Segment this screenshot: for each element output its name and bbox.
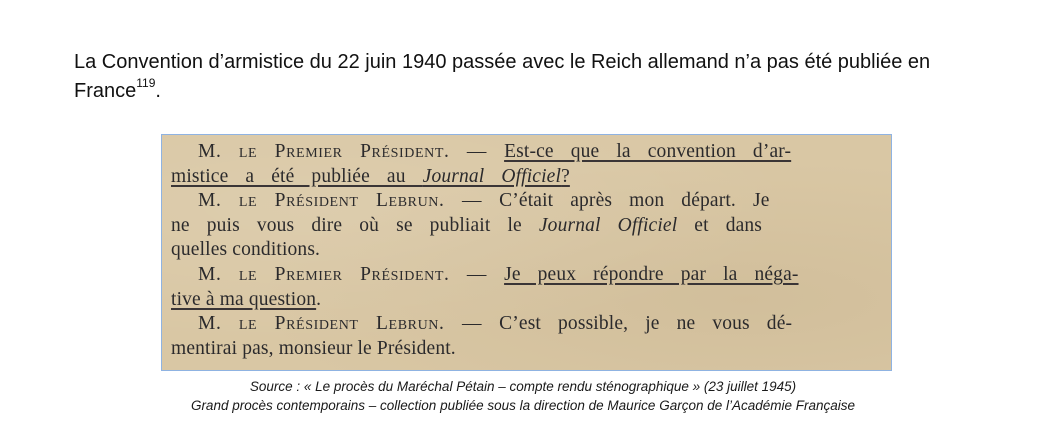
excerpt-line-9 — [171, 337, 883, 362]
underlined-question: ? — [561, 165, 570, 187]
excerpt-line-6 — [171, 263, 883, 288]
excerpt-line-7 — [171, 288, 883, 313]
reply-text: C’était après mon départ. Je — [499, 190, 770, 212]
collection-caption: Grand procès contemporains – collection publiée sous la direction de Maurice Garçon de l’Académie Française — [190, 398, 856, 413]
underlined-question: mistice a été publiée au — [171, 165, 423, 187]
excerpt-line-3 — [171, 189, 883, 214]
excerpt-text — [171, 140, 883, 361]
underlined-answer: Je peux répondre par la néga- — [504, 263, 799, 285]
reply-text: ne puis vous dire où se publiait le — [171, 214, 539, 236]
speaker-label: M. le Premier Président. — — [198, 263, 488, 285]
speaker-label: M. le Président Lebrun. — — [198, 313, 483, 335]
intro-text: La Convention d’armistice du 22 juin 1940 passée avec le Reich allemand n’a pas été publiée en France — [74, 51, 931, 102]
excerpt-line-2 — [171, 165, 883, 190]
excerpt-line-1 — [171, 140, 883, 165]
footnote-ref: 119 — [136, 76, 156, 91]
source-caption: Source : « Le procès du Maréchal Pétain – compte rendu sténographique » (23 juillet 1945) — [249, 379, 797, 394]
journal-title: Journal Officiel — [422, 165, 562, 187]
underlined-question: Est-ce que la convention d’ar- — [504, 141, 792, 162]
excerpt-line-8 — [171, 312, 883, 337]
reply-text: C’est possible, je ne vous dé- — [499, 313, 793, 335]
intro-period: . — [155, 80, 161, 102]
reply-text: et dans — [677, 214, 763, 236]
underlined-answer: tive à ma question — [171, 288, 317, 310]
reply-text: mentirai pas, monsieur le Président. — [171, 337, 456, 359]
speaker-label: M. le Président Lebrun. — — [198, 190, 483, 212]
excerpt-line-5 — [171, 238, 883, 263]
line-end: . — [316, 288, 322, 310]
journal-title: Journal Officiel — [538, 214, 678, 236]
speaker-label: M. le Premier Président. — — [198, 141, 488, 162]
reply-text: quelles conditions. — [171, 239, 321, 261]
intro-paragraph — [74, 48, 1014, 106]
scanned-excerpt — [161, 134, 892, 371]
excerpt-line-4 — [171, 214, 883, 239]
